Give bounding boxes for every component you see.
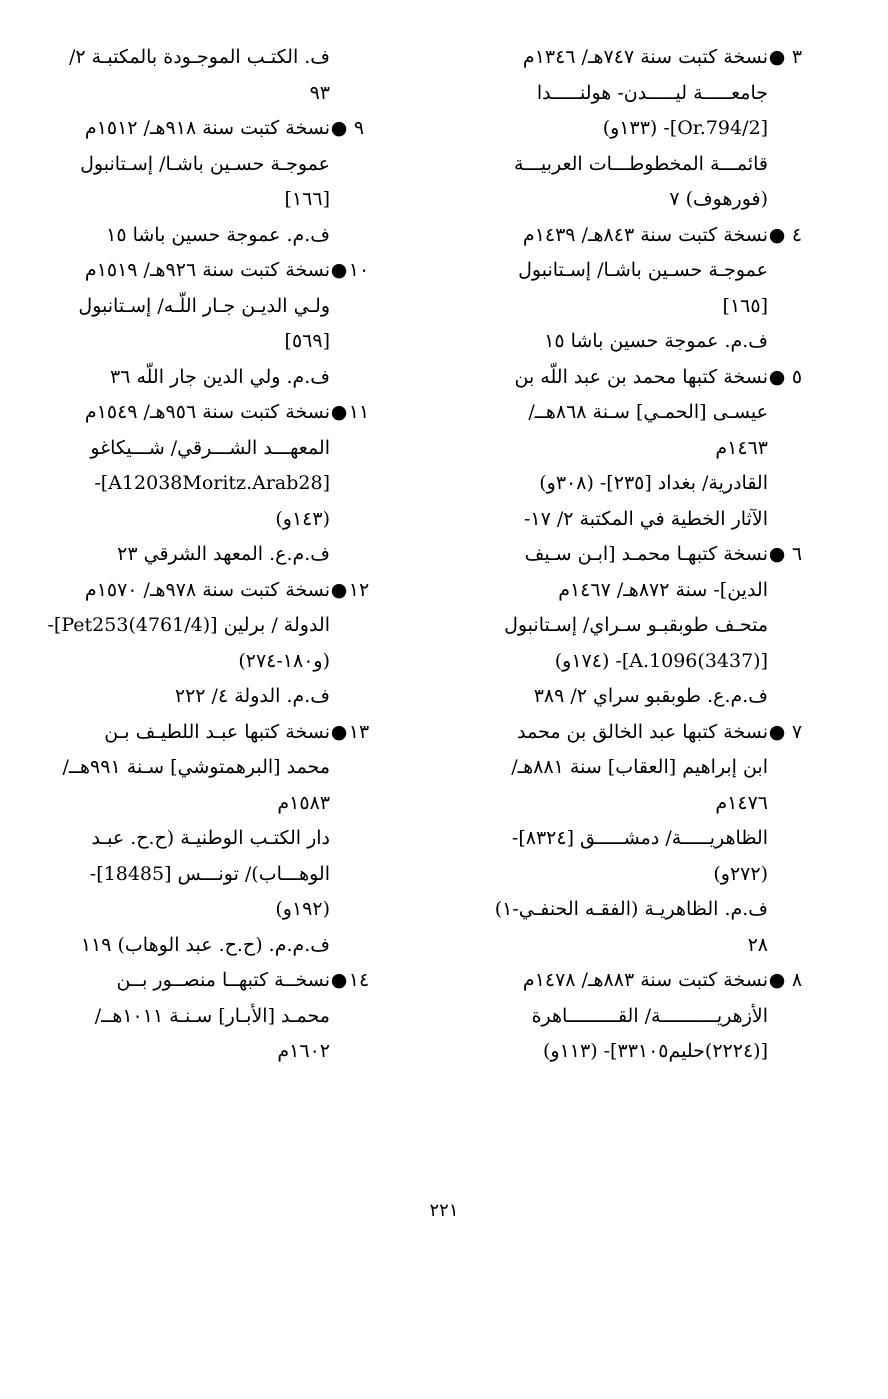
bullet-icon: ● xyxy=(330,578,348,601)
continuation-line: ف. الكتـب الموجـودة بالمكتبـة ٢/ xyxy=(68,46,330,68)
entry-number: ١١ xyxy=(348,401,370,423)
right-column xyxy=(478,40,808,1070)
entry-heading-line xyxy=(478,537,808,573)
entry-text: نسخة كتبت سنة ٩٢٦هـ/ ١٥١٩م xyxy=(84,259,330,281)
manuscript-entry xyxy=(478,218,808,360)
entry-line: محمـد [الأبـار] سـنـة ١٠١١هــ/ xyxy=(94,1004,330,1027)
entry-number: ١٤ xyxy=(348,969,370,991)
entry-number: ١٢ xyxy=(348,578,370,601)
entry-number: ٣ xyxy=(791,46,803,68)
entry-heading-line xyxy=(70,573,370,609)
entry-text: نسخة كتبت سنة ٩٧٨هـ/ ١٥٧٠م xyxy=(84,578,330,601)
entry-heading-line xyxy=(70,395,370,431)
bullet-icon: ● xyxy=(768,720,786,743)
entry-line: عموجـة حسـين باشـا/ إسـتانبول xyxy=(518,259,768,281)
entry-text: نسخــة كتبهــا منصــور بــن xyxy=(116,969,330,991)
entry-line: ف.م.ع. طوبقبو سراي ٢/ ٣٨٩ xyxy=(533,685,768,707)
manuscript-entry xyxy=(70,395,370,573)
manuscript-entry xyxy=(478,537,808,715)
entry-line: الآثار الخطية في المكتبة ٢/ ١٧- xyxy=(524,507,768,530)
entry-line: ف.م. الظاهريـة (الفقـه الحنفـي-١) xyxy=(494,898,768,920)
entry-text: نسخة كتبت سنة ٩١٨هـ/ ١٥١٢م xyxy=(84,117,330,139)
bullet-icon: ● xyxy=(768,543,786,565)
entry-line: محمد [البرهمتوشي] سـنة ٩٩١هــ/ xyxy=(62,756,330,778)
entry-text: نسخة كتبها محمد بن عبد اللّه بن xyxy=(514,365,768,388)
entry-line: (٢٧٢و) xyxy=(713,862,768,885)
entry-line: ف.م.ع. المعهد الشرقي ٢٣ xyxy=(117,543,330,565)
entry-heading-line xyxy=(478,715,808,751)
bullet-icon: ● xyxy=(330,259,348,281)
manuscript-entry xyxy=(478,963,808,1070)
entry-line: ف.م. عموجة حسين باشا ١٥ xyxy=(544,330,768,352)
entry-heading-line xyxy=(478,360,808,396)
bullet-icon: ● xyxy=(768,365,786,388)
entry-text: نسخة كتبها عبـد اللطيـف بـن xyxy=(104,720,330,743)
entry-line: المعهـــد الشـــرقي/ شـــيكاغو xyxy=(90,436,330,459)
entry-heading-line xyxy=(70,715,370,751)
bullet-icon: ● xyxy=(330,969,348,991)
entry-heading-line xyxy=(70,253,370,289)
bullet-icon: ● xyxy=(768,46,786,68)
entry-line: الدولة / برلين [(4761/4)Pet253]- xyxy=(47,614,330,636)
entry-line: [(٢٢٢٤)حليم٣٣١٠٥]- (١١٣و) xyxy=(542,1040,768,1062)
entry-number: ٩ xyxy=(353,117,365,139)
entry-number: ٥ xyxy=(791,365,803,388)
entry-line: القادرية/ بغداد [٢٣٥]- (٣٠٨و) xyxy=(539,472,768,494)
entry-heading-line xyxy=(478,963,808,999)
manuscript-entry xyxy=(62,715,370,964)
bullet-icon: ● xyxy=(330,720,348,743)
entry-line: (١٤٣و) xyxy=(275,507,330,530)
entry-line: ف.م. ولي الدين جار اللّه ٣٦ xyxy=(109,365,330,388)
manuscript-entry xyxy=(478,40,808,218)
entry-line: ابن إبراهيم [العقاب] سنة ٨٨١هـ/ xyxy=(511,756,768,778)
entry-line: دار الكتـب الوطنيـة (ح.ح. عبـد xyxy=(91,827,330,849)
entry-line: ف.م.م. (ح.ح. عبد الوهاب) ١١٩ xyxy=(80,933,330,956)
entry-text: نسخة كتبت سنة ٨٨٣هـ/ ١٤٧٨م xyxy=(522,969,768,991)
bullet-icon: ● xyxy=(768,969,786,991)
manuscript-entry xyxy=(47,573,370,715)
entry-line: عموجـة حسـين باشـا/ إسـتانبول xyxy=(80,152,330,175)
entry-number: ١٣ xyxy=(348,720,370,743)
entry-line: ١٦٠٢م xyxy=(277,1040,330,1062)
manuscript-entry xyxy=(70,253,370,395)
entry-line: قائمـــة المخطوطـــات العربيـــة xyxy=(514,152,768,175)
entry-number: ٦ xyxy=(791,543,803,565)
entry-line: [Or.794/2]- (١٣٣و) xyxy=(602,117,768,139)
entry-line: ف.م. الدولة ٤/ ٢٢٢ xyxy=(174,685,330,707)
entry-number: ٨ xyxy=(791,969,803,991)
bullet-icon: ● xyxy=(330,117,348,139)
entry-line: الوهـــاب)/ تونـــس [18485]- xyxy=(89,862,330,885)
entry-line: [١٦٥] xyxy=(722,294,768,317)
entry-line: ولـي الديـن جـار اللّـه/ إسـتانبول xyxy=(78,294,330,317)
entry-line: ١٤٧٦م xyxy=(715,791,768,814)
page-number: ٢٢١ xyxy=(429,1200,459,1221)
entry-line: [(3437)A.1096]- (١٧٤و) xyxy=(554,649,768,672)
entry-text: نسخة كتبت سنة ٧٤٧هـ/ ١٣٤٦م xyxy=(522,46,768,68)
entry-line: ٢٨ xyxy=(747,933,768,956)
entry-line: (و١٨٠-٢٧٤) xyxy=(238,649,330,672)
entry-line: متحـف طوبقبـو سـراي/ إسـتانبول xyxy=(504,614,768,636)
manuscript-entry xyxy=(70,963,370,1070)
entry-line: [١٦٦] xyxy=(284,188,330,210)
entry-line: ١٥٨٣م xyxy=(277,791,330,814)
entry-line: عيسـى [الحمـي] سـنة ٨٦٨هــ/ xyxy=(528,401,768,423)
manuscript-entry xyxy=(478,715,808,964)
entry-text: نسخة كتبهـا محمـد [ابـن سـيف xyxy=(524,543,768,565)
entry-heading-line xyxy=(478,40,808,76)
entry-line: [٥٦٩] xyxy=(284,330,330,352)
entry-line: ١٤٦٣م xyxy=(715,436,768,459)
entry-line: جامعـــــة ليـــــدن- هولنـــــدا xyxy=(536,81,768,104)
entry-line: الأزهريــــــــــة/ القـــــــــاهرة xyxy=(531,1004,768,1027)
manuscript-entry xyxy=(70,111,370,253)
entry-text: نسخة كتبها عبد الخالق بن محمد xyxy=(517,720,768,743)
left-column xyxy=(47,40,370,1070)
entry-text: نسخة كتبت سنة ٨٤٣هـ/ ١٤٣٩م xyxy=(522,223,768,246)
entry-heading-line xyxy=(70,111,370,147)
continuation-line: ٩٣ xyxy=(309,81,330,104)
entry-line: (فورهوف) ٧ xyxy=(669,188,768,210)
entry-text: نسخة كتبت سنة ٩٥٦هـ/ ١٥٤٩م xyxy=(84,401,330,423)
entry-heading-line xyxy=(70,963,370,999)
entry-line: ف.م. عموجة حسين باشا ١٥ xyxy=(106,223,330,246)
entry-line: [A12038Moritz.Arab28]- xyxy=(94,472,330,494)
manuscript-entry xyxy=(478,360,808,538)
entry-line: الظاهريـــــة/ دمشـــــق [٨٣٢٤]- xyxy=(511,827,768,849)
entry-number: ٧ xyxy=(791,720,803,743)
entry-line: الدين]- سنة ٨٧٢هـ/ ١٤٦٧م xyxy=(558,578,768,601)
entry-line: (١٩٢و) xyxy=(275,898,330,920)
entry-heading-line xyxy=(478,218,808,254)
entry-number: ٤ xyxy=(791,223,803,246)
entry-number: ١٠ xyxy=(348,259,370,281)
bullet-icon: ● xyxy=(330,401,348,423)
bullet-icon: ● xyxy=(768,223,786,246)
